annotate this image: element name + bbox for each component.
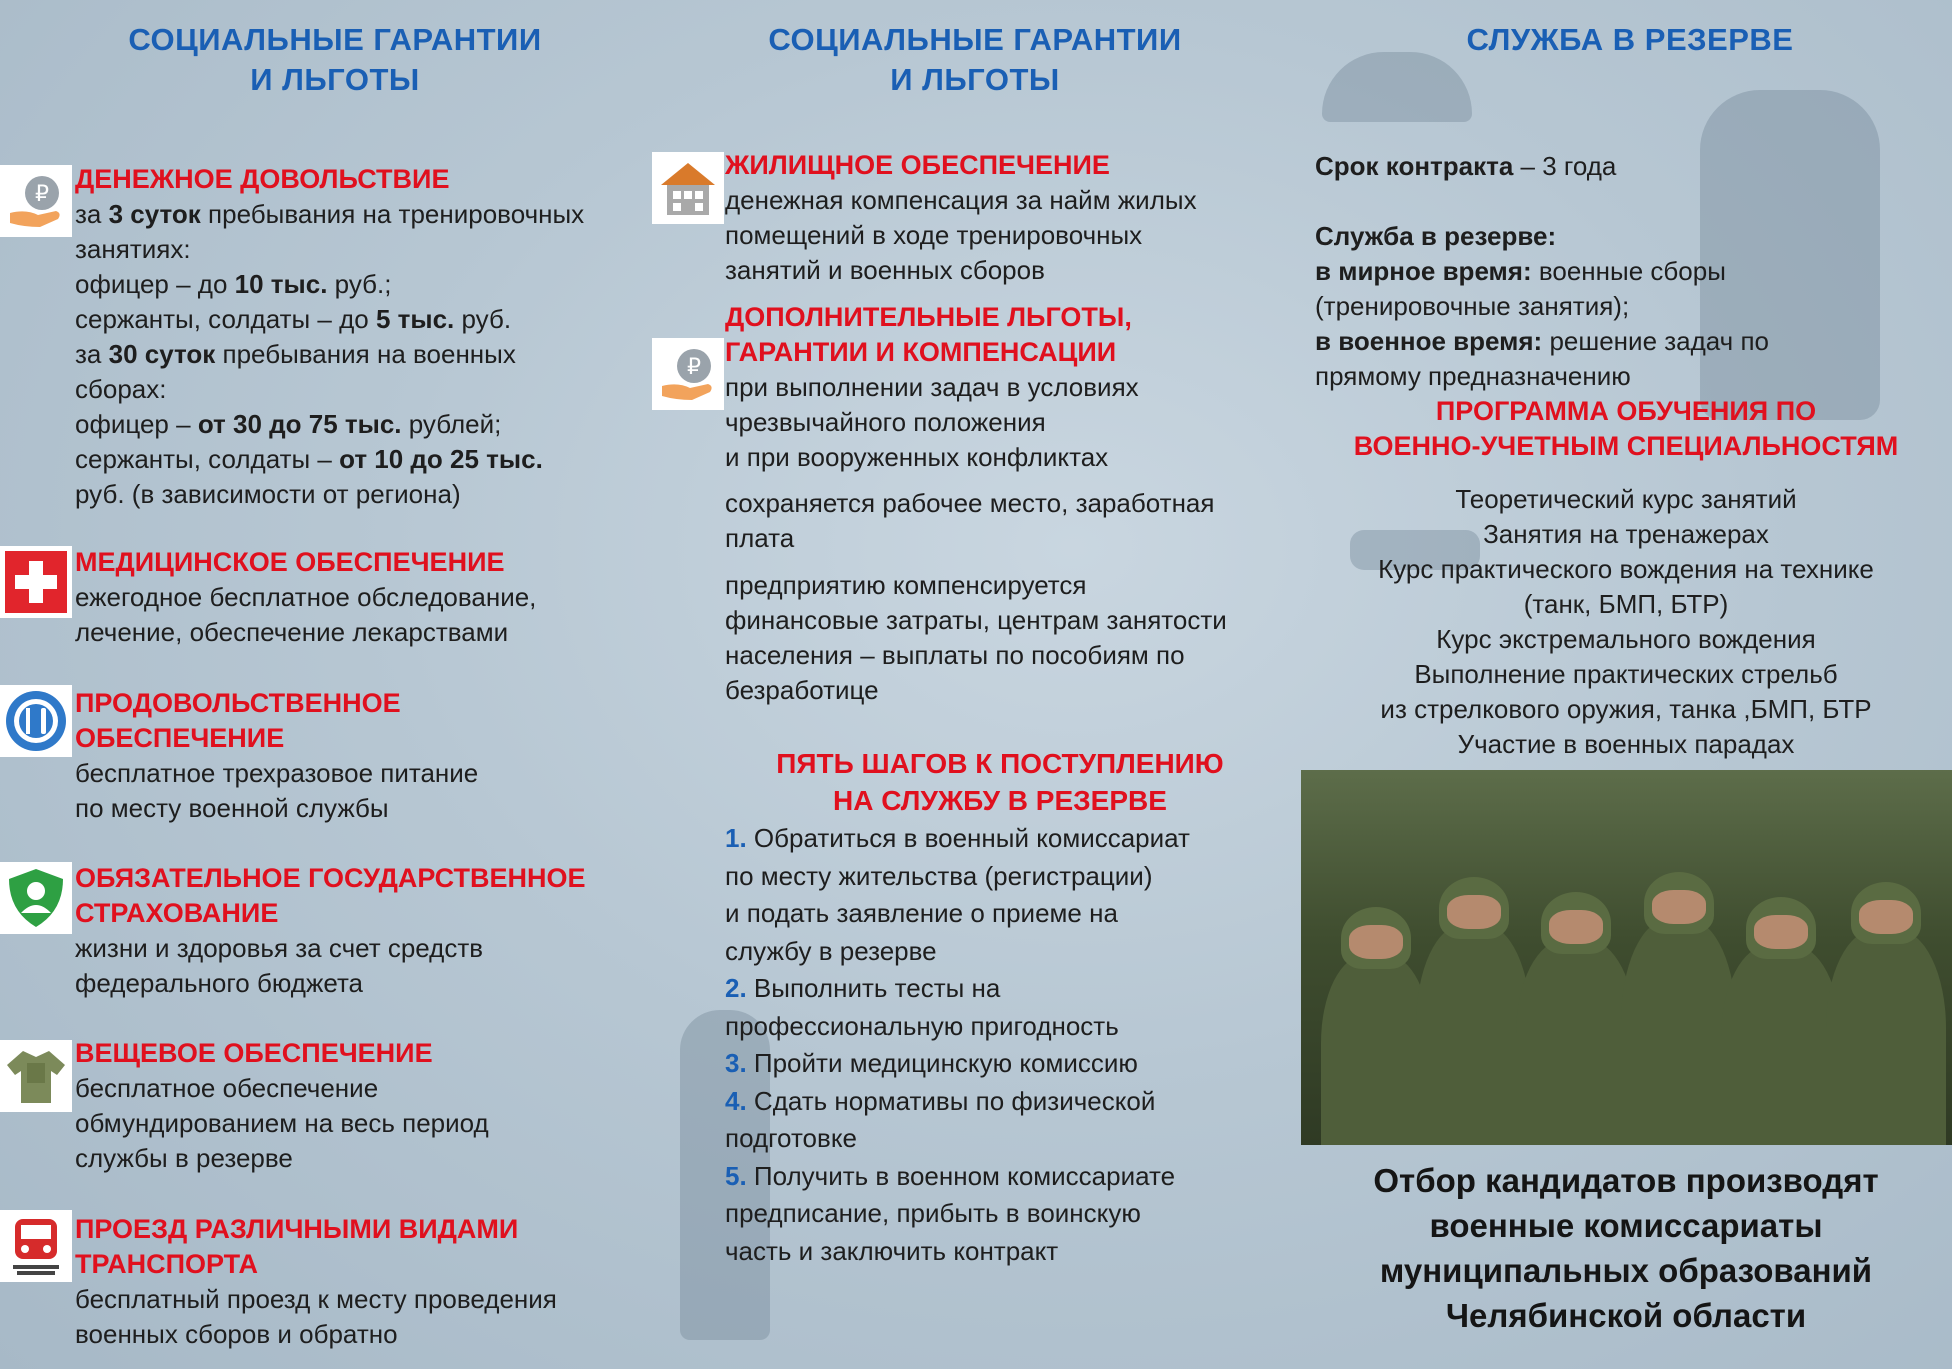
insurance-shield-icon bbox=[0, 862, 72, 934]
step-1-line-4: службу в резерве bbox=[725, 935, 937, 966]
course-item: Выполнение практических стрельб bbox=[1414, 659, 1838, 689]
courses-list bbox=[1300, 482, 1952, 762]
workplace-line-1: сохраняется рабочее место, заработная bbox=[725, 488, 1215, 518]
compensation-line-4: безработице bbox=[725, 675, 879, 705]
svg-text:₽: ₽ bbox=[35, 182, 49, 207]
war-line-2: прямому предназначению bbox=[1315, 361, 1631, 391]
course-item: из стрелкового оружия, танка ,БМП, БТР bbox=[1380, 694, 1872, 724]
transport-heading-2: ТРАНСПОРТА bbox=[75, 1249, 258, 1279]
course-item: Теоретический курс занятий bbox=[1455, 484, 1797, 514]
clothing-line-2: обмундированием на весь период bbox=[75, 1108, 489, 1138]
program-title-line-1: ПРОГРАММА ОБУЧЕНИЯ ПО bbox=[1435, 396, 1817, 426]
clothing-heading: ВЕЩЕВОЕ ОБЕСПЕЧЕНИЕ bbox=[75, 1038, 433, 1068]
money-heading: ДЕНЕЖНОЕ ДОВОЛЬСТВИЕ bbox=[75, 164, 450, 194]
ruble-hand-icon bbox=[0, 165, 72, 237]
step-3 bbox=[725, 1045, 1305, 1083]
compensation-line-3: населения – выплаты по пособиям по bbox=[725, 640, 1185, 670]
step-2-line-1: 2. Выполнить тесты на bbox=[725, 973, 1001, 1003]
housing-line-3: занятий и военных сборов bbox=[725, 255, 1045, 285]
extra-line-3: и при вооруженных конфликтах bbox=[725, 442, 1109, 472]
ruble-hand-icon-2 bbox=[652, 338, 724, 410]
uniform-icon bbox=[0, 1040, 72, 1112]
transport-heading-1: ПРОЕЗД РАЗЛИЧНЫМИ ВИДАМИ bbox=[75, 1214, 519, 1244]
footer-line-3: муниципальных образований bbox=[1379, 1252, 1873, 1289]
money-line-7: офицер – от 30 до 75 тыс. рублей; bbox=[75, 409, 502, 439]
service-block bbox=[1315, 219, 1945, 394]
money-line-1: за 3 суток пребывания на тренировочных bbox=[75, 199, 585, 229]
service-heading: Служба в резерве: bbox=[1315, 221, 1557, 251]
insurance-line-2: федерального бюджета bbox=[75, 968, 364, 998]
parachute-silhouette bbox=[1322, 52, 1472, 122]
column-3-title: СЛУЖБА В РЕЗЕРВЕ bbox=[1466, 22, 1794, 57]
medical-block bbox=[75, 545, 655, 650]
train-icon bbox=[0, 1210, 72, 1282]
steps-title-line-1: ПЯТЬ ШАГОВ К ПОСТУПЛЕНИЮ bbox=[776, 748, 1224, 779]
step-3-line-1: 3. Пройти медицинскую комиссию bbox=[725, 1048, 1138, 1078]
steps-title bbox=[690, 745, 1310, 819]
food-block bbox=[75, 686, 655, 826]
step-5-line-2: предписание, прибыть в воинскую bbox=[725, 1198, 1141, 1228]
step-4-line-1: 4. Сдать нормативы по физической bbox=[725, 1085, 1156, 1116]
money-line-5: за 30 суток пребывания на военных bbox=[75, 339, 516, 369]
step-1 bbox=[725, 820, 1305, 970]
compensation-line-2: финансовые затраты, центрам занятости bbox=[725, 605, 1227, 635]
insurance-block bbox=[75, 861, 665, 1001]
step-2 bbox=[725, 970, 1305, 1045]
food-plate-icon bbox=[0, 685, 72, 757]
housing-line-2: помещений в ходе тренировочных bbox=[725, 220, 1143, 250]
money-block bbox=[75, 162, 655, 512]
medical-line-1: ежегодное бесплатное обследование, bbox=[75, 582, 537, 612]
clothing-block bbox=[75, 1036, 655, 1176]
insurance-line-1: жизни и здоровья за счет средств bbox=[75, 933, 484, 963]
extra-heading-1: ДОПОЛНИТЕЛЬНЫЕ ЛЬГОТЫ, bbox=[725, 302, 1132, 332]
title-line-1: СОЦИАЛЬНЫЕ ГАРАНТИИ bbox=[768, 22, 1182, 57]
footer-line-4: Челябинской области bbox=[1445, 1297, 1807, 1334]
course-item: Участие в военных парадах bbox=[1457, 729, 1795, 759]
extra-line-2: чрезвычайного положения bbox=[725, 407, 1046, 437]
course-item: Занятия на тренажерах bbox=[1483, 519, 1769, 549]
program-title-line-2: ВОЕННО-УЧЕТНЫМ СПЕЦИАЛЬНОСТЯМ bbox=[1353, 431, 1899, 461]
workplace-line-2: плата bbox=[725, 523, 795, 553]
peace-line-1: в мирное время: военные сборы bbox=[1315, 256, 1726, 286]
course-item: (танк, БМП, БТР) bbox=[1523, 589, 1729, 619]
medical-heading: МЕДИЦИНСКОЕ ОБЕСПЕЧЕНИЕ bbox=[75, 547, 505, 577]
course-item: Курс экстремального вождения bbox=[1436, 624, 1816, 654]
footer-line-2: военные комиссариаты bbox=[1429, 1207, 1823, 1244]
transport-line-1: бесплатный проезд к месту проведения bbox=[75, 1284, 557, 1314]
steps-list bbox=[725, 820, 1305, 1270]
column-2-title bbox=[650, 20, 1300, 100]
transport-line-2: военных сборов и обратно bbox=[75, 1319, 398, 1349]
money-line-9: руб. (в зависимости от региона) bbox=[75, 479, 461, 509]
svg-text:₽: ₽ bbox=[687, 355, 701, 380]
step-2-line-2: профессиональную пригодность bbox=[725, 1010, 1119, 1041]
contract-line: Срок контракта – 3 года bbox=[1315, 151, 1617, 181]
step-1-line-3: и подать заявление о приеме на bbox=[725, 898, 1118, 928]
money-line-3: офицер – до 10 тыс. руб.; bbox=[75, 269, 392, 299]
extra-heading-2: ГАРАНТИИ И КОМПЕНСАЦИИ bbox=[725, 337, 1117, 367]
program-title bbox=[1300, 394, 1952, 464]
insurance-heading-1: ОБЯЗАТЕЛЬНОЕ ГОСУДАРСТВЕННОЕ bbox=[75, 863, 586, 893]
selection-footer bbox=[1300, 1158, 1952, 1338]
title-line-2: И ЛЬГОТЫ bbox=[250, 62, 420, 97]
food-line-1: бесплатное трехразовое питание bbox=[75, 758, 479, 788]
housing-block bbox=[725, 148, 1305, 288]
food-line-2: по месту военной службы bbox=[75, 793, 389, 823]
compensation-line-1: предприятию компенсируется bbox=[725, 570, 1087, 600]
title-line-2: И ЛЬГОТЫ bbox=[890, 62, 1060, 97]
money-line-4: сержанты, солдаты – до 5 тыс. руб. bbox=[75, 304, 512, 334]
marching-soldiers-photo bbox=[1301, 770, 1952, 1145]
extra-benefits-block bbox=[725, 300, 1305, 475]
step-1-line-2: по месту жительства (регистрации) bbox=[725, 860, 1153, 891]
medical-cross-icon bbox=[0, 546, 72, 618]
housing-heading: ЖИЛИЩНОЕ ОБЕСПЕЧЕНИЕ bbox=[725, 150, 1110, 180]
course-item: Курс практического вождения на технике bbox=[1378, 554, 1874, 584]
extra-line-1: при выполнении задач в условиях bbox=[725, 372, 1139, 402]
step-4 bbox=[725, 1083, 1305, 1158]
step-5-line-1: 5. Получить в военном комиссариате bbox=[725, 1160, 1176, 1191]
step-4-line-2: подготовке bbox=[725, 1123, 857, 1153]
transport-block bbox=[75, 1212, 665, 1352]
workplace-paragraph bbox=[725, 486, 1305, 556]
title-line-1: СОЦИАЛЬНЫЕ ГАРАНТИИ bbox=[128, 22, 542, 57]
step-1-line-1: 1. Обратиться в военный комиссариат bbox=[725, 823, 1190, 853]
step-5-line-3: часть и заключить контракт bbox=[725, 1235, 1059, 1266]
food-heading-1: ПРОДОВОЛЬСТВЕННОЕ bbox=[75, 688, 401, 718]
clothing-line-3: службы в резерве bbox=[75, 1143, 293, 1173]
clothing-line-1: бесплатное обеспечение bbox=[75, 1073, 379, 1103]
war-line-1: в военное время: решение задач по bbox=[1315, 326, 1769, 356]
steps-title-line-2: НА СЛУЖБУ В РЕЗЕРВЕ bbox=[833, 785, 1167, 816]
compensation-paragraph bbox=[725, 568, 1305, 708]
step-5 bbox=[725, 1158, 1305, 1271]
column-1-title bbox=[0, 20, 670, 100]
peace-line-2: (тренировочные занятия); bbox=[1315, 291, 1630, 321]
medical-line-2: лечение, обеспечение лекарствами bbox=[75, 617, 509, 647]
food-heading-2: ОБЕСПЕЧЕНИЕ bbox=[75, 723, 285, 753]
house-icon bbox=[652, 152, 724, 224]
money-line-2: занятиях: bbox=[75, 234, 191, 264]
contract-block bbox=[1315, 149, 1945, 184]
money-line-6: сборах: bbox=[75, 374, 167, 404]
money-line-8: сержанты, солдаты – от 10 до 25 тыс. bbox=[75, 444, 543, 474]
footer-line-1: Отбор кандидатов производят bbox=[1373, 1162, 1879, 1199]
insurance-heading-2: СТРАХОВАНИЕ bbox=[75, 898, 279, 928]
housing-line-1: денежная компенсация за найм жилых bbox=[725, 185, 1197, 215]
